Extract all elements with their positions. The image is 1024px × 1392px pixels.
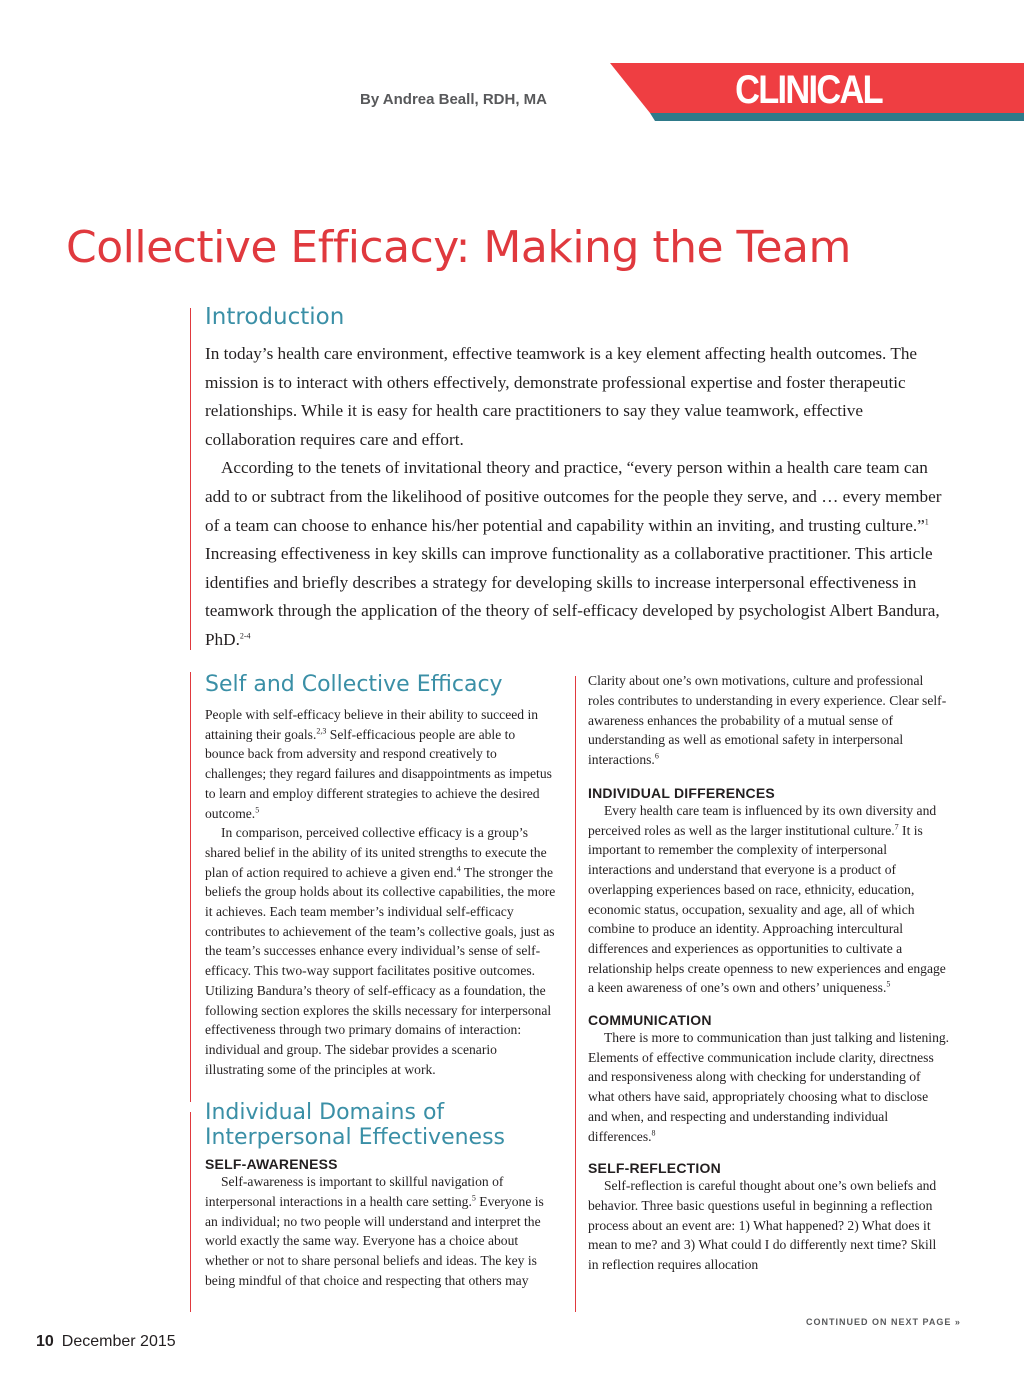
self-collective-heading: Self and Collective Efficacy	[205, 672, 503, 697]
individual-differences-paragraph	[588, 801, 950, 998]
page-number: 10	[36, 1333, 54, 1350]
self-awareness-paragraph	[205, 1172, 557, 1290]
self-awareness-continued-clip	[588, 671, 950, 771]
communication-heading: COMMUNICATION	[588, 1012, 712, 1029]
issue-date: December 2015	[61, 1333, 176, 1350]
intro-rule	[190, 308, 191, 650]
citation: 2,3	[316, 726, 327, 736]
communication-paragraph	[588, 1028, 950, 1146]
text: Everyone is an individual; no two people will understand and interpret the world exactly the same way. Everyone has a choice about whether or not to share personal beliefs and ideas. The key is being mindful of that choice and respecting that others may	[205, 1194, 544, 1288]
right-column	[588, 671, 950, 1275]
continued-on-next-page[interactable]: CONTINUED ON NEXT PAGE »	[806, 1317, 961, 1327]
citation: 6	[654, 751, 659, 761]
article-title: Collective Efficacy: Making the Team	[66, 222, 851, 273]
citation: 5	[886, 979, 891, 989]
self-awareness-continued	[588, 671, 950, 770]
section-label: CLINICAL FEATURE	[734, 68, 883, 160]
intro-p2-text-a: According to the tenets of invitational theory and practice, “every person within a health care team can add to or subtract from the likelihood of positive outcomes for the people they serve, and … every member of a team can choose to enhance his/her potential and capability within an inviting, and trusting culture.”	[205, 458, 942, 535]
byline: By Andrea Beall, RDH, MA	[360, 91, 547, 108]
citation: 4	[456, 864, 461, 874]
text: The stronger the beliefs the group holds about its collective capabilities, the more it achieves. Each team member’s individual self-efficacy contributes to achievement of the team’s collective goals, just as the team’s successes enhance every individual’s sense of self-efficacy. This two-way support facilitates positive outcomes. Utilizing Bandura’s theory of self-efficacy as a foundation, the following section explores the skills necessary for interpersonal effectiveness through two primary domains of interaction: individual and group. The sidebar provides a scenario illustrating some of the principles at work.	[205, 864, 556, 1077]
self-awareness-heading: SELF-AWARENESS	[205, 1156, 338, 1173]
self-collective-paragraph-2	[205, 823, 557, 1079]
intro-paragraph-1: In today’s health care environment, effective teamwork is a key element affecting health outcomes. The mission is to interact with others effectively, demonstrate professional expertise and foster therapeutic relationships. While it is easy for health care practitioners to say they value teamwork, effective collaboration requires care and effort.	[205, 344, 918, 449]
citation: 5	[255, 804, 260, 814]
introduction-heading: Introduction	[205, 304, 345, 330]
section-banner	[610, 63, 1024, 160]
right-column-rule	[575, 676, 576, 1312]
individual-domains-heading	[205, 1100, 557, 1150]
left-column	[205, 672, 557, 1290]
self-reflection-heading: SELF-REFLECTION	[588, 1160, 721, 1177]
citation: 5	[471, 1193, 476, 1203]
text: Self-awareness is important to skillful navigation of interpersonal interactions in a health care setting.	[205, 1174, 504, 1210]
text: There is more to communication than just talking and listening. Elements of effective communication include clarity, directness and responsiveness along with checking for understanding of what others have said, appropriately choosing what to disclose and when, and respecting and understanding individual differences.	[588, 1030, 950, 1144]
intro-paragraph-2	[205, 454, 950, 654]
left-column-rule	[190, 672, 191, 1102]
self-awareness-paragraph-clip	[205, 1172, 557, 1290]
citation: 2-4	[239, 631, 251, 641]
text: In comparison, perceived collective efficacy is a group’s shared belief in the ability of its united strengths to execute the plan of action required to achieve a given end.	[205, 825, 547, 880]
individual-differences-heading: INDIVIDUAL DIFFERENCES	[588, 785, 775, 801]
text-block	[588, 671, 950, 770]
citation: 7	[894, 822, 899, 832]
citation: 8	[651, 1128, 656, 1138]
page-footer	[36, 1333, 176, 1351]
self-reflection-paragraph: Self-reflection is careful thought about one’s own beliefs and behavior. Three basic questions useful in beginning a reflection process about an event are: 1) What happened? 2) What does it mean to me? and 3) What could I do differently next time? Skill in reflection requires allocation	[588, 1178, 937, 1273]
heading-line: Interpersonal Effectiveness	[205, 1125, 506, 1151]
heading-line: Individual Domains of	[205, 1100, 445, 1126]
text: People with self-efficacy believe in their ability to succeed in attaining their goals.	[205, 707, 539, 742]
text: Self-efficacious people are able to bounce back from adversity and respond creatively to challenges; they regard failures and disappointments as impetus to learn and employ different strategies to achieve the desired outcome.	[205, 726, 552, 821]
self-collective-paragraph-1	[205, 705, 557, 823]
text: It is important to remember the complexity of interpersonal interactions and understand that everyone is a product of overlapping experiences based on race, ethnicity, education, economic status, occupation, sexuality and age, all of which combine to produce an identity. Approaching intercultural differences and experiences as opportunities to cultivate a relationship helps create openness to new experiences and engage a keen awareness of one’s own and others’ uniqueness.	[588, 822, 946, 996]
text: Clarity about one’s own motivations, culture and professional roles contributes to understanding in every experience. Clear self-awareness enhances the probability of a mutual sense of understanding as well as emotional safety in interpersonal interactions.	[588, 673, 947, 768]
citation: 1	[924, 516, 929, 526]
introduction-section	[205, 304, 950, 655]
text: Every health care team is influenced by its own diversity and perceived roles as well as the larger institutional culture.	[588, 803, 937, 838]
left-column-rule-lower	[190, 1112, 191, 1312]
intro-p2-text-b: Increasing effectiveness in key skills can improve functionality as a collaborative practitioner. This article identifies and briefly describes a strategy for developing skills to increase interpersonal effectiveness in teamwork through the application of the theory of self-efficacy developed by psychologist Albert Bandura, PhD.	[205, 544, 940, 649]
